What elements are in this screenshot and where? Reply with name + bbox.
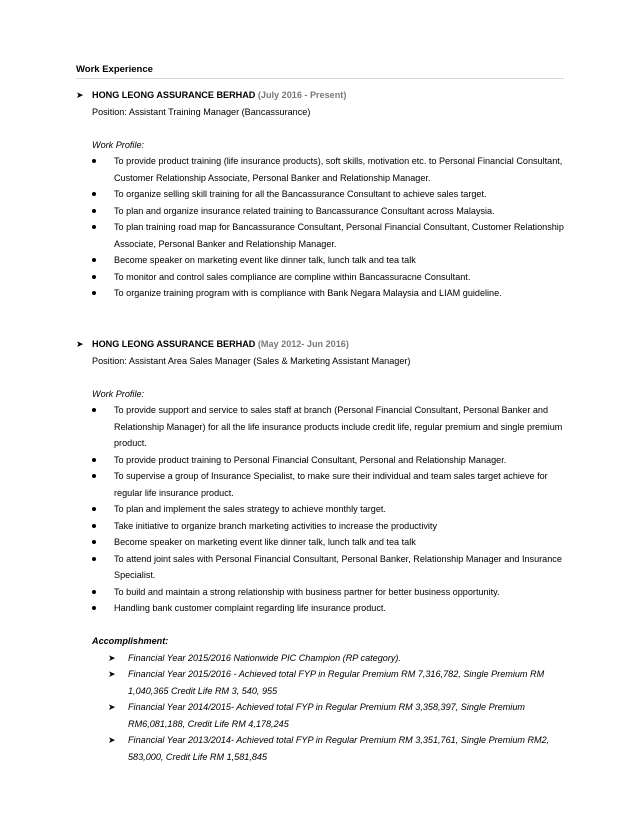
duty-text: To plan and organize insurance related training to Bancassurance Consultant across Malaysia.: [114, 205, 495, 216]
list-item: [114, 252, 566, 269]
list-item: [114, 501, 566, 518]
duty-text: To organize selling skill training for all the Bancassurance Consultant to achieve sales target.: [114, 189, 487, 199]
list-item: [114, 153, 566, 186]
duty-text: Take initiative to organize branch marketing activities to increase the productivity: [114, 520, 437, 531]
list-item: [114, 468, 566, 501]
dot-bullet-icon: [92, 192, 96, 196]
list-item: [108, 732, 566, 765]
list-item: [114, 584, 566, 601]
arrow-bullet-icon: ➤: [108, 669, 116, 679]
list-item: [114, 186, 566, 203]
list-item: [114, 551, 566, 584]
dot-bullet-icon: [92, 275, 96, 279]
job-position: Position: Assistant Training Manager (Bancassurance): [92, 106, 311, 117]
section-divider: [76, 78, 564, 79]
duty-text: To plan training road map for Bancassurance Consultant, Personal Financial Consultant, Customer Relationship Associate, Personal Banker and Relationship Manager.: [114, 222, 564, 249]
job-header: [76, 336, 566, 353]
list-item: [114, 219, 566, 252]
list-item: [108, 666, 566, 699]
dot-bullet-icon: [92, 474, 96, 478]
dot-bullet-icon: [92, 540, 96, 544]
company-name: HONG LEONG ASSURANCE BERHAD: [92, 339, 256, 349]
work-profile-label: Work Profile:: [92, 388, 145, 399]
dot-bullet-icon: [92, 225, 96, 229]
dot-bullet-icon: [92, 557, 96, 561]
dot-bullet-icon: [92, 408, 96, 412]
job-period: (May 2012- Jun 2016): [257, 339, 349, 349]
section-title: Work Experience: [76, 64, 153, 75]
company-name: HONG LEONG ASSURANCE BERHAD: [92, 90, 256, 100]
dot-bullet-icon: [92, 291, 96, 295]
duty-text: To monitor and control sales compliance are compline within Bancassuracne Consultant.: [114, 271, 471, 282]
duty-list: [76, 153, 566, 302]
work-profile-label: Work Profile:: [92, 139, 145, 150]
job-period: (July 2016 - Present): [257, 90, 347, 100]
list-item: [108, 699, 566, 732]
accomplishment-text: Financial Year 2015/2016 - Achieved total FYP in Regular Premium RM 7,316,782, Single Premium RM 1,040,365 Credit Life RM 3, 540, 955: [128, 669, 545, 696]
accomplishment-text: Financial Year 2013/2014- Achieved total FYP in Regular Premium RM 3,351,761, Single Premium RM2, 583,000, Credit Life RM 1,581,845: [128, 735, 550, 762]
job-entry-2: [76, 336, 566, 765]
job-entry-1: [76, 87, 566, 302]
duty-text: To provide support and service to sales staff at branch (Personal Financial Consultant, Personal Banker and Relationship Manager) for all the life insurance products include credit life, regular premium and single premium product.: [114, 405, 563, 448]
accomplishment-list: [76, 650, 566, 766]
duty-text: To attend joint sales with Personal Financial Consultant, Personal Banker, Relationship Manager and Insurance Specialist.: [114, 553, 562, 580]
arrow-bullet-icon: ➤: [108, 702, 116, 712]
dot-bullet-icon: [92, 458, 96, 462]
dot-bullet-icon: [92, 258, 96, 262]
list-item: [114, 285, 566, 302]
job-position: Position: Assistant Area Sales Manager (Sales & Marketing Assistant Manager): [92, 355, 411, 366]
duty-text: Become speaker on marketing event like dinner talk, lunch talk and tea talk: [114, 537, 416, 547]
list-item: [114, 600, 566, 617]
dot-bullet-icon: [92, 606, 96, 610]
duty-text: Become speaker on marketing event like dinner talk, lunch talk and tea talk: [114, 255, 416, 265]
arrow-bullet-icon: ➤: [76, 90, 84, 100]
list-item: [114, 534, 566, 551]
dot-bullet-icon: [92, 590, 96, 594]
duty-text: To build and maintain a strong relationship with business partner for better business opportunity.: [114, 586, 500, 597]
list-item: [114, 269, 566, 286]
accomplishment-label: Accomplishment:: [92, 636, 169, 646]
list-item: [114, 518, 566, 535]
arrow-bullet-icon: ➤: [108, 735, 116, 745]
list-item: [114, 452, 566, 469]
duty-text: To provide product training (life insurance products), soft skills, motivation etc. to Personal Financial Consultant, Customer Relationship Associate, Personal Banker and Relationship Manager.: [114, 156, 563, 183]
list-item: [108, 650, 566, 667]
duty-text: Handling bank customer complaint regarding life insurance product.: [114, 603, 386, 613]
duty-text: To organize training program with is compliance with Bank Negara Malaysia and LIAM guideline.: [114, 288, 502, 298]
list-item: [114, 402, 566, 452]
dot-bullet-icon: [92, 507, 96, 511]
job-header: [76, 87, 566, 104]
arrow-bullet-icon: ➤: [108, 652, 116, 663]
arrow-bullet-icon: ➤: [76, 339, 84, 349]
dot-bullet-icon: [92, 159, 96, 163]
accomplishment-text: Financial Year 2015/2016 Nationwide PIC Champion (RP category).: [128, 652, 401, 663]
list-item: [114, 203, 566, 220]
accomplishment-text: Financial Year 2014/2015- Achieved total FYP in Regular Premium RM 3,358,397, Single Premium RM6,081,188, Credit Life RM 4,178,245: [128, 702, 525, 729]
dot-bullet-icon: [92, 209, 96, 213]
duty-list: [76, 402, 566, 617]
duty-text: To provide product training to Personal Financial Consultant, Personal and Relationship Manager.: [114, 454, 507, 465]
dot-bullet-icon: [92, 524, 96, 528]
duty-text: To plan and implement the sales strategy to achieve monthly target.: [114, 504, 386, 514]
duty-text: To supervise a group of Insurance Specialist, to make sure their individual and team sales target achieve for regular life insurance product.: [114, 471, 548, 498]
